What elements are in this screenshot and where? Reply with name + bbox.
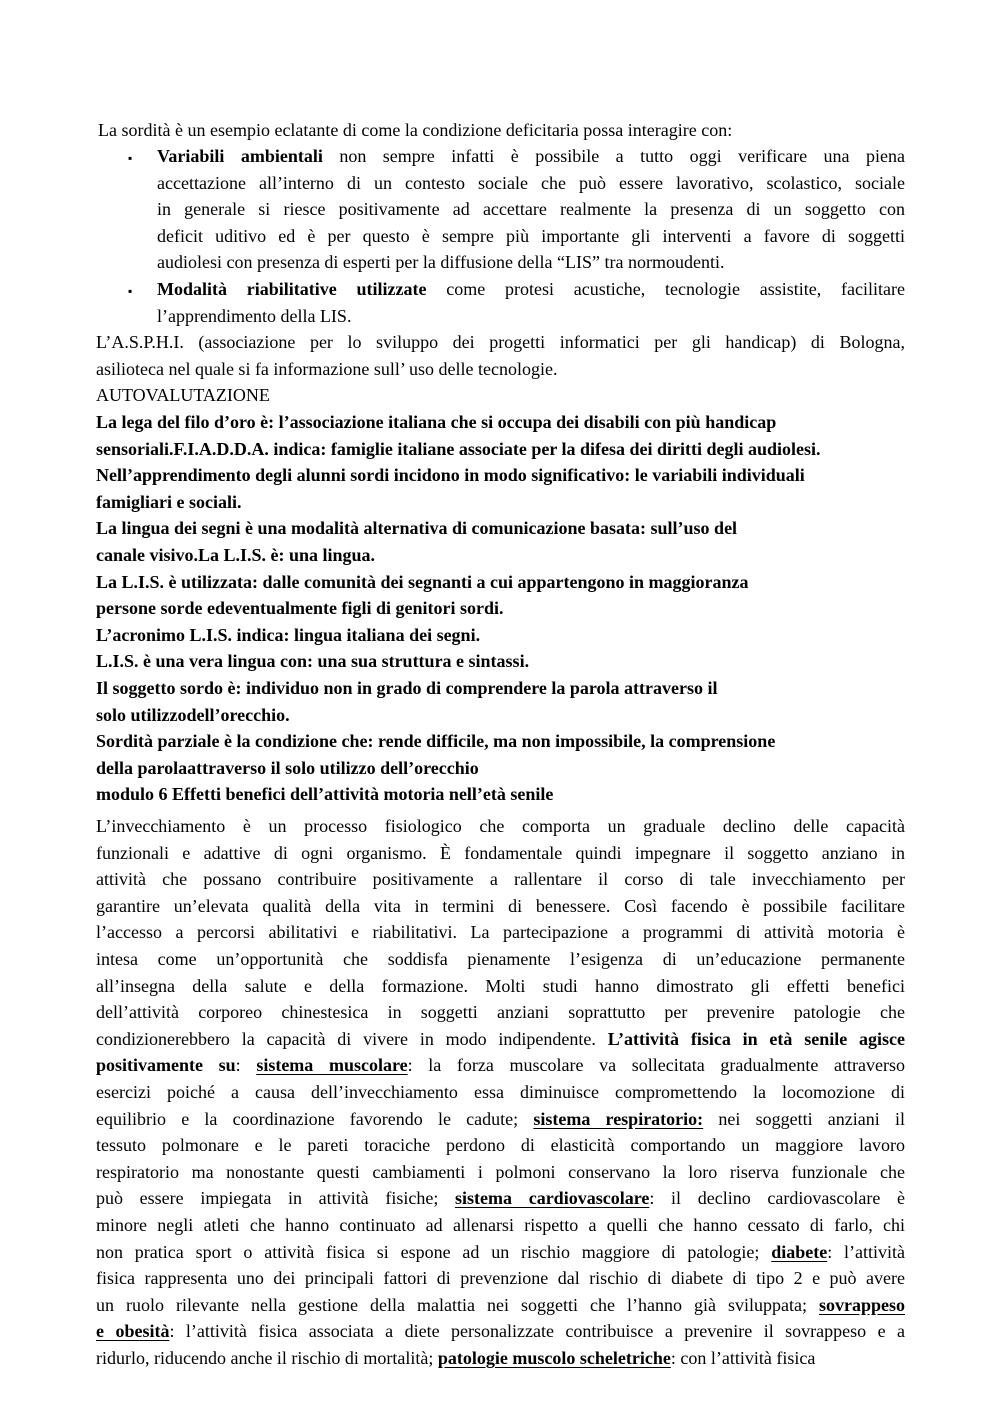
text-run: L’invecchiamento è un processo fisiologico che comporta un graduale declino delle capacità [96,816,905,836]
text-run: : il declino cardiovascolare è [649,1188,905,1209]
quiz-line: solo utilizzodell’orecchio. [96,704,290,725]
highlighted-term: sovrappeso [818,1294,905,1315]
text-run: respiratorio ma nonostante questi cambiamenti i polmoni conservano la loro riserva funzionale che [96,1161,905,1182]
bullet-icon: ▪ [128,284,133,298]
text-run: tessuto polmonare e le pareti toraciche perdono di elasticità comportando un maggiore lavoro [96,1135,905,1156]
autovalutazione-heading: AUTOVALUTAZIONE [96,385,270,405]
paragraph-line [96,946,905,973]
bullet-item-modalita: Modalità riabilitative utilizzate come protesi acustiche, tecnologie assistite, facilitare l’apprendimento della LIS. [157,279,905,326]
paragraph-line [96,1185,905,1212]
quiz-line: persone sorde edeventualmente figli di genitori sordi. [96,598,504,619]
bullet-term: Variabili ambientali [157,146,323,166]
intro-line: La sordità è un esempio eclatante di come la condizione deficitaria possa interagire con: [98,120,733,140]
paragraph-line [96,1292,905,1319]
text-run: : la forza muscolare va sollecitata gradualmente attraverso [407,1055,905,1076]
paragraph-line [96,919,905,946]
paragraph-line [96,1052,905,1079]
module-heading: modulo 6 Effetti benefici dell’attività motoria nell’età senile [96,784,554,805]
text-run: dell’attività corporeo chinestesica in soggetti anziani soprattutto per prevenire patologie che [96,1002,905,1023]
highlighted-term: patologie muscolo scheletriche [437,1347,671,1368]
bullet-item-variabili: Variabili ambientali non sempre infatti è possibile a tutto oggi verificare una piena accettazione all’interno di un contesto sociale che può essere lavorativo, scolastico, sociale in generale si riesce positivamente ad accettare realmente la presenza di un soggetto con deficit uditivo ed è per questo è sempre più importante gli interventi a favore di soggetti audiolesi con presenza di esperti per la diffusione della “LIS” tra normoudenti. [157,146,905,273]
paragraph-line [96,1265,905,1292]
bullet-term: Modalità riabilitative utilizzate [157,279,427,299]
text-run: : con l’attività fisica [670,1347,816,1368]
text-run: : l’attività fisica associata a diete personalizzate contribuisce a prevenire il sovrappeso e a [169,1321,905,1342]
highlighted-term: diabete [771,1241,828,1262]
quiz-line: La lingua dei segni è una modalità alternativa di comunicazione basata: sull’uso del [96,518,738,539]
text-run: può essere impiegata in attività fisiche; [96,1188,456,1209]
paragraph-line [96,1318,905,1345]
paragraph-line [96,1345,905,1372]
quiz-line: L.I.S. è una vera lingua con: una sua struttura e sintassi. [96,651,530,672]
text-run: condizionerebbero la capacità di vivere in modo indipendente. [96,1028,608,1049]
text-run: intesa come un’opportunità che soddisfa pienamente l’esigenza di un’educazione permanente [96,948,905,969]
quiz-line: La L.I.S. è utilizzata: dalle comunità dei segnanti a cui appartengono in maggioranza [96,571,749,592]
paragraph-line [96,1106,905,1133]
paragraph-line [96,866,905,893]
highlighted-term: e obesità [96,1321,170,1342]
text-run: non pratica sport o attività fisica si espone ad un rischio maggiore di patologie; [96,1241,772,1262]
paragraph-line [96,1239,905,1266]
text-run: funzionali e adattive di ogni organismo. È fondamentale quindi impegnare il soggetto anziano in [96,842,905,863]
quiz-line: della parolaattraverso il solo utilizzo dell’orecchio [96,757,479,778]
text-run: equilibrio e la coordinazione favorendo le cadute; [96,1108,534,1129]
autovalutazione-list [96,409,908,808]
quiz-line: famigliari e sociali. [96,491,242,512]
highlighted-term: sistema muscolare [256,1055,408,1076]
paragraph-line [96,1079,905,1106]
text-run: esercizi poiché a causa dell’invecchiamento essa diminuisce compromettendo la locomozione di [96,1081,905,1102]
quiz-line: L’acronimo L.I.S. indica: lingua italiana dei segni. [96,624,481,645]
paragraph-line [96,813,905,840]
paragraph-line [96,893,905,920]
text-run: ridurlo, riducendo anche il rischio di mortalità; [96,1347,438,1368]
senile-activity-paragraph [96,813,905,1371]
text-run: l’accesso a percorsi abilitativi e riabilitativi. La partecipazione a programmi di attività motoria è [96,922,905,943]
text-run: L’attività fisica in età senile agisce [607,1028,905,1049]
quiz-line: Sordità parziale è la condizione che: rende difficile, ma non impossibile, la comprensione [96,731,776,752]
asphi-paragraph: L’A.S.P.H.I. (associazione per lo sviluppo dei progetti informatici per gli handicap) di Bologna, asilioteca nel quale si fa informazione sull’ uso delle tecnologie. [96,332,905,379]
text-run: minore negli atleti che hanno continuato ad allenarsi rispetto a quelli che hanno cessato di farlo, chi [96,1214,905,1235]
text-run: un ruolo rilevante nella gestione della malattia nei soggetti che l’hanno già sviluppata; [96,1294,819,1315]
paragraph-line [96,1159,905,1186]
highlighted-term: sistema cardiovascolare [455,1188,650,1209]
quiz-line: Il soggetto sordo è: individuo non in grado di comprendere la parola attraverso il [96,677,718,698]
paragraph-line [96,1026,905,1053]
text-run: attività che possano contribuire positivamente a rallentare il corso di tale invecchiamento per [96,869,905,890]
paragraph-line [96,840,905,867]
text-run: : [235,1055,257,1076]
paragraph-line [96,1212,905,1239]
quiz-line: La lega del filo d’oro è: l’associazione italiana che si occupa dei disabili con più handicap [96,412,777,432]
bullet-icon: ▪ [128,151,133,165]
text-run: garantire un’elevata qualità della vita in termini di benessere. Così facendo è possibile facilitare [96,895,905,916]
text-run: nei soggetti anziani il [703,1108,905,1129]
quiz-line: canale visivo.La L.I.S. è: una lingua. [96,544,376,565]
text-run: all’insegna della salute e della formazione. Molti studi hanno dimostrato gli effetti benefici [96,975,905,996]
paragraph-line [96,999,905,1026]
highlighted-term: sistema respiratorio: [533,1108,704,1129]
paragraph-line [96,973,905,1000]
text-run: positivamente su [96,1055,236,1076]
quiz-line: sensoriali.F.I.A.D.D.A. indica: famiglie italiane associate per la difesa dei diritti degli audiolesi. [96,438,821,459]
text-run: : l’attività [827,1241,905,1262]
paragraph-line [96,1132,905,1159]
quiz-line: Nell’apprendimento degli alunni sordi incidono in modo significativo: le variabili individuali [96,465,805,486]
text-run: fisica rappresenta uno dei principali fattori di prevenzione dal rischio di diabete di tipo 2 e può avere [96,1268,905,1289]
